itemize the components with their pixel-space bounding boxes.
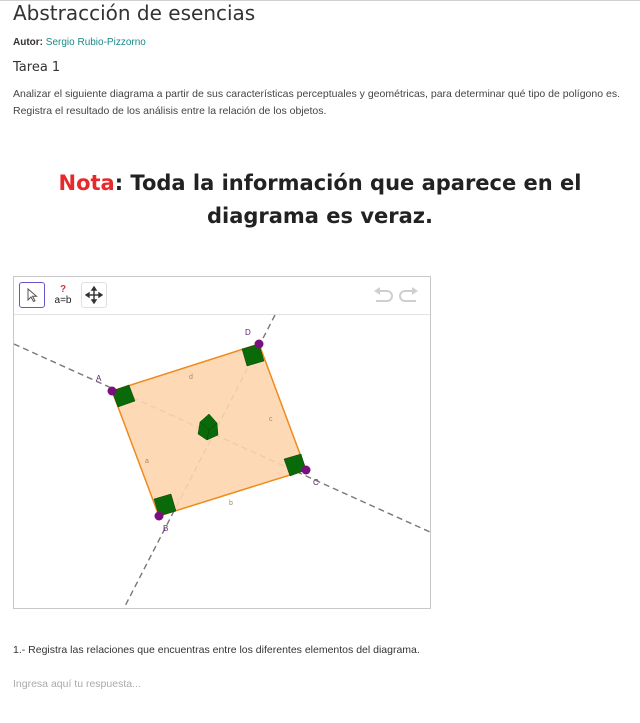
note-text: : Toda la información que aparece en el diagrama es veraz. — [114, 171, 582, 228]
label-a: A — [96, 374, 102, 383]
graphics-view[interactable] — [14, 315, 430, 608]
pointer-arrow-icon — [24, 287, 40, 303]
move-arrows-icon — [85, 286, 103, 304]
side-label-c: c — [269, 416, 273, 423]
side-label-b: b — [229, 500, 233, 507]
point-b[interactable] — [155, 512, 164, 521]
move-graphics-tool-button[interactable] — [81, 282, 107, 308]
undo-icon[interactable] — [372, 286, 394, 304]
point-a[interactable] — [108, 387, 117, 396]
relation-tool-button[interactable] — [50, 282, 76, 308]
relation-label: a=b — [54, 295, 72, 306]
question-1: 1.- Registra las relaciones que encuentras entre los diferentes elementos del diagrama. — [13, 644, 420, 656]
author-label: Autor: — [13, 37, 43, 48]
side-label-d: d — [189, 374, 193, 381]
point-d[interactable] — [255, 340, 264, 349]
side-label-a: a — [145, 458, 149, 465]
author-line — [13, 37, 146, 48]
note-highlight: Nota — [58, 171, 115, 195]
answer-input[interactable] — [13, 678, 573, 690]
note-heading — [0, 167, 640, 233]
point-c[interactable] — [302, 466, 311, 475]
label-c: C — [313, 478, 319, 487]
task-title: Tarea 1 — [13, 60, 61, 75]
label-d: D — [245, 328, 251, 337]
applet-toolbar — [14, 277, 430, 315]
task-description: Analizar el siguiente diagrama a partir de sus características perceptuales y geométricas, para determinar qué tipo de polígono es. Registra el resultado de los análisis entre la relación de los objetos. — [13, 88, 620, 117]
author-link[interactable]: Sergio Rubio-Pizzorno — [45, 37, 146, 48]
relation-icon — [50, 282, 76, 308]
geogebra-applet[interactable] — [13, 276, 431, 609]
redo-icon[interactable] — [398, 286, 420, 304]
label-b: B — [163, 524, 169, 533]
relation-question-mark: ? — [59, 284, 67, 295]
page-title: Abstracción de esencias — [13, 1, 256, 25]
move-tool-button[interactable] — [19, 282, 45, 308]
